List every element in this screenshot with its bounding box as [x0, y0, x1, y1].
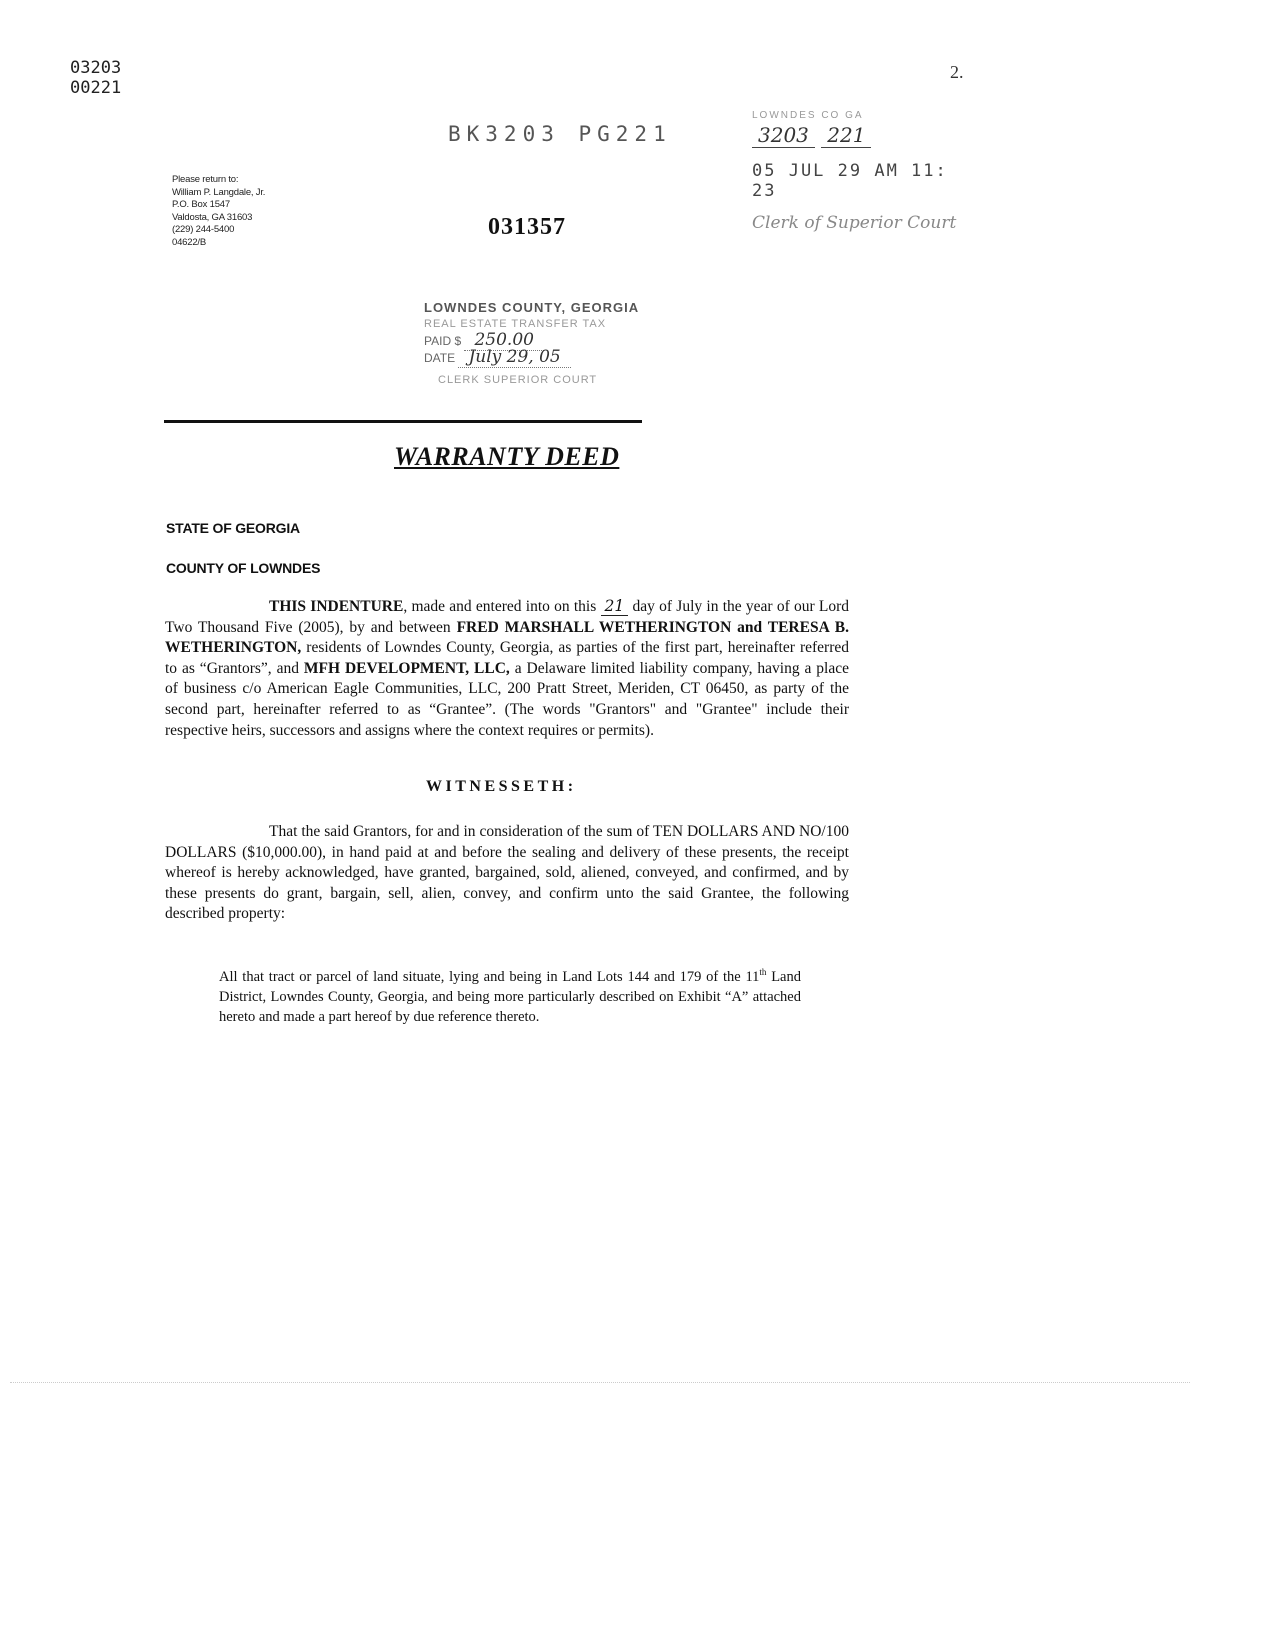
- return-address-line: 04622/B: [172, 236, 206, 248]
- book-page-stamp: BK3203 PG221: [448, 122, 672, 146]
- indenture-text: residents of Lowndes County, Georgia, as parties of the first part, hereinafter referred to as “Grantors”, and: [165, 639, 849, 677]
- indenture-text: a Delaware limited liability company, having a place of business c/o American Eagle Communities, LLC, 200 Pratt Street, Meriden, CT 06450, as party of the second part, hereinafter referred to as “Grantee”. (The words "Grantors" and "Grantee" include their respective heirs, successors and assigns where the context requires or permits).: [165, 659, 850, 739]
- indenture-text: day of July in the year of our Lord Two Thousand Five (2005), by and between: [165, 598, 850, 636]
- clerk-stamp-signature-line: Clerk of Superior Court: [752, 213, 957, 233]
- return-address-line: William P. Langdale, Jr.: [172, 186, 266, 198]
- corner-mark: 2.: [950, 62, 964, 82]
- clerk-stamp-page: 221: [821, 123, 871, 148]
- tax-stamp-paid-label: PAID $: [424, 334, 462, 348]
- clerk-filing-stamp: [752, 110, 962, 233]
- transfer-tax-stamp: [424, 300, 654, 388]
- document-number: 031357: [488, 214, 566, 240]
- page-id-line-1: 03203: [70, 58, 122, 78]
- return-address-line: P.O. Box 1547: [172, 199, 230, 210]
- tax-stamp-clerk-line: CLERK SUPERIOR COURT: [438, 374, 598, 386]
- tax-stamp-date-label: DATE: [424, 351, 456, 365]
- consideration-paragraph: That the said Grantors, for and in consideration of the sum of TEN DOLLARS AND NO/100 DOLLARS ($10,000.00), in hand paid at and before the sealing and delivery of these presents, the receipt whereof is hereby acknowledged, have granted, bargained, sold, aliened, conveyed, and confirmed, and by these presents do grant, bargain, sell, alien, convey, and confirm unto the said Grantee, the following described property:: [165, 823, 849, 923]
- return-address-line: (229) 244-5400: [172, 224, 235, 235]
- property-text: All that tract or parcel of land situate, lying and being in Land Lots 144 and 179 of the 11: [219, 968, 760, 985]
- clerk-stamp-book: 3203: [752, 123, 815, 148]
- header-divider: [164, 420, 642, 423]
- state-caption: STATE OF GEORGIA: [166, 520, 300, 536]
- clerk-stamp-header: LOWNDES CO GA: [752, 110, 864, 121]
- return-address-line: Valdosta, GA 31603: [172, 211, 253, 223]
- page-identifier: [70, 58, 121, 98]
- return-address-block: [172, 174, 265, 249]
- witnesseth-heading: WITNESSETH:: [426, 778, 577, 795]
- tax-stamp-date-value: July 29, 05: [458, 347, 570, 368]
- clerk-stamp-date-time: 05 JUL 29 AM 11: 23: [752, 161, 948, 201]
- tax-stamp-title: REAL ESTATE TRANSFER TAX: [424, 318, 607, 330]
- return-address-line: Please return to:: [172, 174, 239, 185]
- indenture-lead: THIS INDENTURE: [269, 598, 404, 615]
- tax-stamp-county: LOWNDES COUNTY, GEORGIA: [424, 300, 640, 315]
- scan-artifact-line: [10, 1382, 1190, 1383]
- county-caption: COUNTY OF LOWNDES: [166, 560, 321, 576]
- clerk-stamp-book-page: [752, 123, 962, 147]
- indenture-paragraph: [165, 596, 849, 741]
- page-id-line-2: 00221: [70, 78, 122, 98]
- ordinal-suffix: th: [759, 967, 767, 977]
- document-title: WARRANTY DEED: [394, 442, 620, 471]
- indenture-text: , made and entered into on this: [403, 598, 601, 615]
- property-text: Land District, Lowndes County, Georgia, and being more particularly described on Exhibit “A” attached hereto and made a part hereof by due reference thereto.: [219, 968, 801, 1025]
- property-description: [219, 962, 801, 1027]
- grantors-names: FRED MARSHALL WETHERINGTON and TERESA B. WETHERINGTON,: [165, 618, 849, 657]
- handwritten-day: 21: [601, 597, 629, 616]
- tax-stamp-paid-amount: 250.00: [464, 330, 543, 351]
- tax-stamp-date-row: [424, 349, 654, 366]
- grantee-name: MFH DEVELOPMENT, LLC,: [303, 659, 510, 677]
